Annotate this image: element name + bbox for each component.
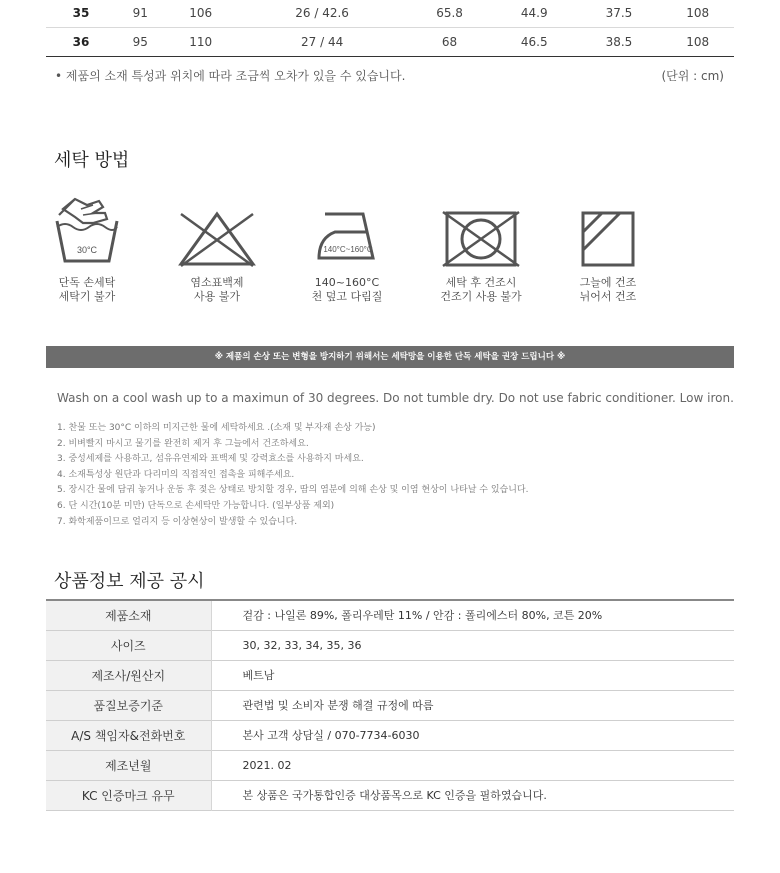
size-cell: 91 (116, 0, 164, 27)
info-label: 제조년월 (46, 750, 211, 780)
size-table (46, 0, 734, 57)
wash-english-text: Wash on a cool wash up to a maximun of 30 degrees. Do not tumble dry. Do not use fabric conditioner. Low iron. (57, 391, 734, 405)
info-table (46, 599, 734, 811)
svg-text:140°C~160°C: 140°C~160°C (323, 245, 373, 254)
hand-wash-icon (53, 193, 121, 265)
info-title: 상품정보 제공 공시 (54, 571, 205, 592)
info-value: 30, 32, 33, 34, 35, 36 (242, 638, 362, 652)
size-cell: 36 (46, 27, 116, 56)
iron-label: 140~160°C 천 덮고 다림질 (311, 276, 383, 303)
list-item: 7. 화학제품이므로 얼리지 등 이상현상이 발생할 수 있습니다. (57, 516, 298, 527)
size-cell: 37.5 (577, 0, 662, 27)
size-cell: 27 / 44 (237, 27, 407, 56)
hand-wash-label: 단독 손세탁 세탁기 불가 (58, 276, 116, 303)
no-bleach-label: 염소표백제 사용 불가 (190, 276, 244, 303)
info-value: 2021. 02 (242, 758, 292, 772)
table-row (46, 600, 734, 630)
wash-notes (57, 421, 528, 530)
size-note: • 제품의 소재 특성과 위치에 따라 조금씩 오차가 있을 수 있습니다. (55, 69, 406, 83)
size-cell: 110 (164, 27, 237, 56)
size-cell: 46.5 (492, 27, 577, 56)
list-item: 6. 단 시간(10분 미만) 단독으로 손세탁만 가능합니다. (일부상품 제외) (57, 500, 335, 511)
size-cell: 35 (46, 0, 116, 27)
no-tumble-dry-label: 세탁 후 건조시 건조기 사용 불가 (440, 276, 522, 303)
info-label: A/S 책임자&전화번호 (46, 720, 211, 750)
list-item: 4. 소재특성상 원단과 다리미의 직접적인 접촉을 피해주세요. (57, 469, 295, 480)
shade-dry-label: 그늘에 건조 뉘어서 건조 (579, 276, 637, 303)
info-label: 사이즈 (46, 630, 211, 660)
list-item: 1. 찬물 또는 30°C 이하의 미지근한 물에 세탁하세요 .(소재 및 부자재 손상 가능) (57, 423, 376, 433)
shade-dry-icon (580, 210, 636, 268)
table-row (46, 0, 734, 27)
size-cell: 108 (661, 0, 734, 27)
table-row (46, 780, 734, 810)
wash-title: 세탁 방법 (54, 150, 130, 171)
table-row (46, 27, 734, 56)
table-row (46, 720, 734, 750)
table-row (46, 690, 734, 720)
list-item: 5. 장시간 물에 담궈 놓거나 운동 후 젖은 상태로 방치할 경우, 땀의 염분에 의해 손상 및 이염 현상이 나타날 수 있습니다. (57, 485, 529, 496)
info-label: 제품소재 (46, 600, 211, 630)
size-cell: 106 (164, 0, 237, 27)
info-label: 품질보증기준 (46, 690, 211, 720)
svg-text:30°C: 30°C (76, 245, 98, 255)
table-row (46, 630, 734, 660)
wash-banner: ※ 제품의 손상 또는 변형을 방지하기 위해서는 세탁망을 이용한 단독 세탁을 권장 드립니다 ※ (46, 346, 734, 368)
list-item: 2. 비벼빨지 마시고 물기를 완전히 제거 후 그늘에서 건조하세요. (57, 438, 309, 449)
list-item: 3. 중성세제를 사용하고, 섬유유연제와 표백제 및 강력효소를 사용하지 마세요. (57, 454, 364, 465)
no-bleach-icon (177, 210, 257, 268)
size-cell: 95 (116, 27, 164, 56)
size-cell: 65.8 (407, 0, 492, 27)
size-cell: 108 (661, 27, 734, 56)
iron-icon (315, 208, 383, 266)
info-value: 본사 고객 상담실 / 070-7734-6030 (242, 729, 420, 742)
info-value: 관련법 및 소비자 분쟁 해결 규정에 따름 (242, 699, 434, 712)
table-row (46, 660, 734, 690)
size-unit: (단위 : cm) (661, 69, 724, 83)
size-cell: 26 / 42.6 (237, 0, 407, 27)
info-label: 제조사/원산지 (46, 660, 211, 690)
info-label: KC 인증마크 유무 (46, 780, 211, 810)
no-tumble-dry-icon (441, 210, 521, 268)
info-value: 베트남 (242, 669, 275, 682)
info-value: 겉감 : 나일론 89%, 폴리우레탄 11% / 안감 : 폴리에스터 80%, 코튼 20% (242, 609, 603, 623)
size-cell: 44.9 (492, 0, 577, 27)
info-value: 본 상품은 국가통합인증 대상품목으로 KC 인증을 필하였습니다. (242, 789, 547, 802)
size-cell: 38.5 (577, 27, 662, 56)
table-row (46, 750, 734, 780)
size-cell: 68 (407, 27, 492, 56)
